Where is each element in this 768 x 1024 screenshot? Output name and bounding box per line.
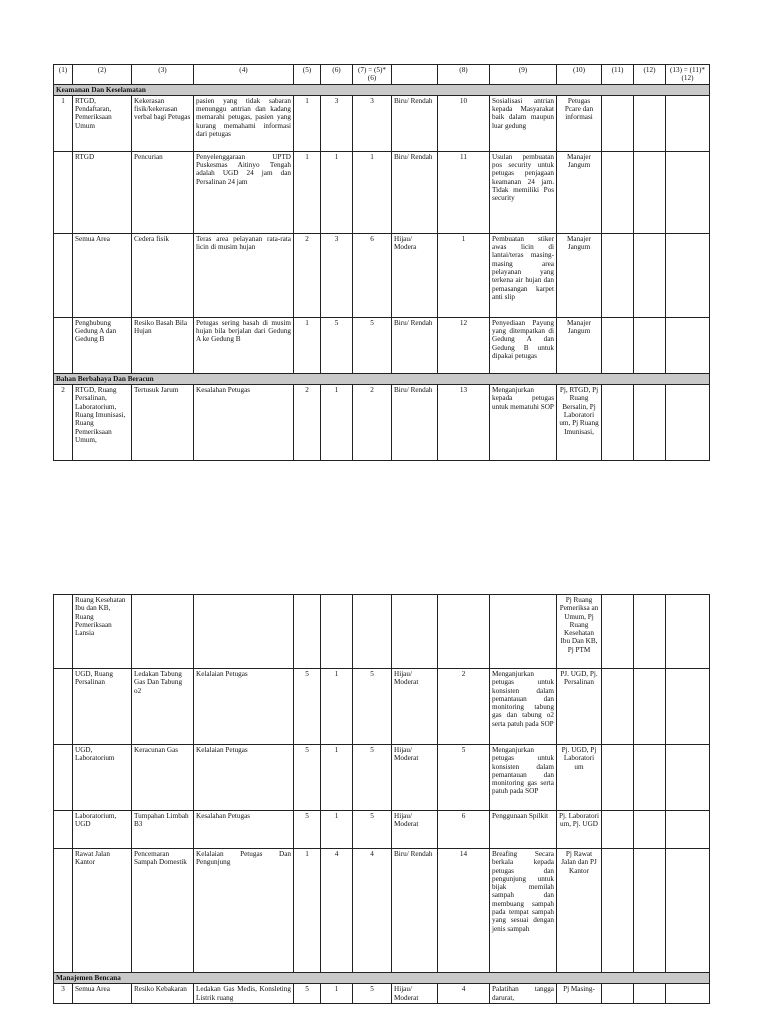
cause-cell: Kelalaian Petugas Dan Pengunjung (194, 849, 294, 973)
column-header: (9) (490, 65, 557, 85)
risk-level-cell: Biru/ Rendah (392, 849, 438, 973)
rank-cell: 4 (438, 984, 490, 1004)
risk-level-cell (392, 595, 438, 669)
empty-cell-13 (666, 385, 710, 461)
cause-cell: Petugas sering basah di musim hujan bila berjalan dari Gedung A ke Gedung B (194, 317, 294, 373)
responsible-cell: Pj. Laboratori um, Pj. UGD (557, 811, 602, 849)
location-cell: RTGD, Ruang Persalinan, Laboratorium, Ruang Imunisasi, Ruang Pemeriksaan Umum, (73, 385, 132, 461)
rank-cell (438, 595, 490, 669)
hazard-cell: Resiko Kebakaran (132, 984, 194, 1004)
section-header-row (54, 84, 710, 95)
control-cell (490, 595, 557, 669)
risk-level-cell: Hijau/ Moderat (392, 811, 438, 849)
score-7-cell: 5 (353, 317, 392, 373)
score-5-cell: 2 (294, 233, 321, 317)
row-number (54, 317, 73, 373)
score-7-cell: 1 (353, 151, 392, 233)
risk-table-page-1 (53, 64, 709, 461)
column-header: (1) (54, 65, 73, 85)
hazard-cell: Cedera fisik (132, 233, 194, 317)
responsible-cell: Pj Rawat Jalan dan PJ Kantor (557, 849, 602, 973)
empty-cell-12 (634, 984, 666, 1004)
hazard-cell: Tumpahan Limbah B3 (132, 811, 194, 849)
empty-cell-12 (634, 151, 666, 233)
score-6-cell: 4 (321, 849, 353, 973)
location-cell: UGD, Laboratorium (73, 745, 132, 811)
column-header: (8) (438, 65, 490, 85)
rank-cell: 12 (438, 317, 490, 373)
score-6-cell: 1 (321, 811, 353, 849)
cause-cell: Ledakan Gas Medis, Konsleting Listrik ruang (194, 984, 294, 1004)
table-row (54, 849, 710, 973)
risk-level-cell: Biru/ Rendah (392, 95, 438, 151)
empty-cell-11 (602, 385, 634, 461)
rank-cell: 2 (438, 669, 490, 745)
empty-cell-11 (602, 745, 634, 811)
location-cell: Semua Area (73, 233, 132, 317)
row-number (54, 745, 73, 811)
empty-cell-11 (602, 669, 634, 745)
responsible-cell: Petugas Pcare dan informasi (557, 95, 602, 151)
control-cell: Breafing Secara berkala kepada petugas dan pengunjung untuk bijak memilah sampah dan membuang sampah pada tempat sampah yang sesuai dengan jenis sampah (490, 849, 557, 973)
row-number (54, 233, 73, 317)
control-cell: Menganjurkan petugas untuk konsisten dalam pemantauan dan monitoring tabung gas dan tabung o2 serta patuh pada SOP (490, 669, 557, 745)
score-6-cell: 1 (321, 669, 353, 745)
hazard-cell: Resiko Basah Bila Hujan (132, 317, 194, 373)
row-number (54, 811, 73, 849)
section-title: Manajemen Bencana (54, 973, 710, 984)
column-header: (11) (602, 65, 634, 85)
score-5-cell: 1 (294, 849, 321, 973)
row-number: 3 (54, 984, 73, 1004)
empty-cell-13 (666, 151, 710, 233)
section-title: Keamanan Dan Keselamatan (54, 84, 710, 95)
empty-cell-13 (666, 669, 710, 745)
responsible-cell: Manajer Jangum (557, 233, 602, 317)
risk-level-cell: Hijau/ Moderat (392, 984, 438, 1004)
row-number (54, 669, 73, 745)
score-5-cell: 1 (294, 317, 321, 373)
control-cell: Pembuatan stiker awas licin di lantai/teras masing-masing area pelayanan yang terkena air hujan dan pemasangan karpet anti slip (490, 233, 557, 317)
score-6-cell: 1 (321, 984, 353, 1004)
empty-cell-13 (666, 595, 710, 669)
table-row (54, 745, 710, 811)
score-5-cell: 5 (294, 984, 321, 1004)
column-header: (4) (194, 65, 294, 85)
score-6-cell: 1 (321, 745, 353, 811)
score-7-cell: 5 (353, 669, 392, 745)
score-5-cell: 5 (294, 811, 321, 849)
cause-cell (194, 595, 294, 669)
score-7-cell (353, 595, 392, 669)
location-cell: UGD, Ruang Persalinan (73, 669, 132, 745)
location-cell: RTGD (73, 151, 132, 233)
table-row (54, 984, 710, 1004)
score-7-cell: 4 (353, 849, 392, 973)
rank-cell: 1 (438, 233, 490, 317)
hazard-cell: Tertusuk Jarum (132, 385, 194, 461)
row-number (54, 595, 73, 669)
table-row (54, 595, 710, 669)
hazard-cell: Pencurian (132, 151, 194, 233)
empty-cell-13 (666, 984, 710, 1004)
cause-cell: pasien yang tidak sabaran menunggu antrian dan kadang memarahi petugas, pasien yang kurang memahami informasi dari petugas (194, 95, 294, 151)
score-7-cell: 5 (353, 745, 392, 811)
empty-cell-13 (666, 95, 710, 151)
row-number: 2 (54, 385, 73, 461)
score-5-cell: 1 (294, 151, 321, 233)
cause-cell: Teras area pelayanan rata-rata licin di musim hujan (194, 233, 294, 317)
column-header: (12) (634, 65, 666, 85)
column-header: (6) (321, 65, 353, 85)
score-7-cell: 5 (353, 984, 392, 1004)
location-cell: RTGD, Pendaftaran, Pemeriksaan Umum (73, 95, 132, 151)
control-cell: Menganjurkan kepada petugas untuk mematuhi SOP (490, 385, 557, 461)
responsible-cell: Pj Masing- (557, 984, 602, 1004)
empty-cell-11 (602, 984, 634, 1004)
empty-cell-13 (666, 317, 710, 373)
cause-cell: Penyelenggaraan UPTD Puskesmas Aitinyo Tengah adalah UGD 24 jam dan Persalinan 24 jam (194, 151, 294, 233)
section-header-row (54, 373, 710, 384)
column-header: (13) = (11)* (12) (666, 65, 710, 85)
risk-table-2 (53, 594, 710, 1004)
score-5-cell: 1 (294, 95, 321, 151)
column-header: (10) (557, 65, 602, 85)
rank-cell: 13 (438, 385, 490, 461)
table-row (54, 317, 710, 373)
hazard-cell: Ledakan Tabung Gas Dan Tabung o2 (132, 669, 194, 745)
empty-cell-11 (602, 233, 634, 317)
score-6-cell: 1 (321, 385, 353, 461)
control-cell: Sosialisasi antrian kepada Masyarakat baik dalam maupun luar gedung (490, 95, 557, 151)
risk-level-cell: Biru/ Rendah (392, 317, 438, 373)
empty-cell-12 (634, 811, 666, 849)
location-cell: Semua Area (73, 984, 132, 1004)
empty-cell-12 (634, 745, 666, 811)
empty-cell-12 (634, 849, 666, 973)
responsible-cell: Manajer Jangum (557, 151, 602, 233)
cause-cell: Kesalahan Petugas (194, 811, 294, 849)
row-number (54, 151, 73, 233)
responsible-cell: Manajer Jangum (557, 317, 602, 373)
empty-cell-13 (666, 745, 710, 811)
control-cell: Penyediaan Payung yang ditempatkan di Gedung A dan Gedung B untuk dipakai petugas (490, 317, 557, 373)
score-7-cell: 3 (353, 95, 392, 151)
row-number: 1 (54, 95, 73, 151)
empty-cell-12 (634, 385, 666, 461)
row-number (54, 849, 73, 973)
header-row (54, 65, 710, 85)
hazard-cell: Kekerasan fisik/kekerasan verbal bagi Petugas (132, 95, 194, 151)
section-header-row (54, 973, 710, 984)
score-6-cell: 3 (321, 95, 353, 151)
responsible-cell: PJ. UGD, Pj. Persalinan (557, 669, 602, 745)
responsible-cell: Pj, RTGD, Pj Ruang Bersalin, Pj Laboratori um, Pj Ruang Imunisasi, (557, 385, 602, 461)
rank-cell: 5 (438, 745, 490, 811)
risk-level-cell: Hijau/ Moderat (392, 745, 438, 811)
score-7-cell: 5 (353, 811, 392, 849)
empty-cell-12 (634, 233, 666, 317)
risk-table-1 (53, 64, 710, 461)
table-row (54, 151, 710, 233)
column-header: (5) (294, 65, 321, 85)
table-row (54, 669, 710, 745)
rank-cell: 11 (438, 151, 490, 233)
cause-cell: Kesalahan Petugas (194, 385, 294, 461)
risk-level-cell: Hijau/ Modera (392, 233, 438, 317)
risk-level-cell: Biru/ Rendah (392, 385, 438, 461)
empty-cell-11 (602, 317, 634, 373)
control-cell: Usulan pembuatan pos security untuk petugas penjagaan keamanan 24 jam. Tidak memiliki Pos security (490, 151, 557, 233)
empty-cell-11 (602, 595, 634, 669)
hazard-cell: Keracunan Gas (132, 745, 194, 811)
responsible-cell: Pj. UGD, Pj Laboratori um (557, 745, 602, 811)
empty-cell-11 (602, 849, 634, 973)
risk-level-cell: Biru/ Rendah (392, 151, 438, 233)
column-header: (2) (73, 65, 132, 85)
column-header: (3) (132, 65, 194, 85)
rank-cell: 6 (438, 811, 490, 849)
empty-cell-13 (666, 811, 710, 849)
column-header (392, 65, 438, 85)
empty-cell-12 (634, 595, 666, 669)
hazard-cell (132, 595, 194, 669)
empty-cell-12 (634, 669, 666, 745)
rank-cell: 10 (438, 95, 490, 151)
location-cell: Laboratorium, UGD (73, 811, 132, 849)
score-6-cell: 3 (321, 233, 353, 317)
score-6-cell: 5 (321, 317, 353, 373)
empty-cell-11 (602, 811, 634, 849)
score-5-cell (294, 595, 321, 669)
score-7-cell: 2 (353, 385, 392, 461)
risk-level-cell: Hijau/ Moderat (392, 669, 438, 745)
score-6-cell (321, 595, 353, 669)
hazard-cell: Pencemaran Sampah Domestik (132, 849, 194, 973)
location-cell: Ruang Kesehatan Ibu dan KB, Ruang Pemeriksaan Lansia (73, 595, 132, 669)
section-title: Bahan Berbahaya Dan Beracun (54, 373, 710, 384)
control-cell: Penggunaan Spilkit (490, 811, 557, 849)
empty-cell-11 (602, 151, 634, 233)
empty-cell-13 (666, 849, 710, 973)
responsible-cell: Pj Ruang Pemeriksa an Umum, Pj Ruang Kesehatan Ibu Dan KB, Pj PTM (557, 595, 602, 669)
empty-cell-12 (634, 95, 666, 151)
score-5-cell: 5 (294, 669, 321, 745)
score-5-cell: 5 (294, 745, 321, 811)
table-row (54, 385, 710, 461)
table-row (54, 95, 710, 151)
cause-cell: Kelalaian Petugas (194, 669, 294, 745)
empty-cell-11 (602, 95, 634, 151)
location-cell: Penghubung Gedung A dan Gedung B (73, 317, 132, 373)
score-7-cell: 6 (353, 233, 392, 317)
location-cell: Rawat Jalan Kantor (73, 849, 132, 973)
score-6-cell: 1 (321, 151, 353, 233)
control-cell: Palatihan tangga darurat, (490, 984, 557, 1004)
empty-cell-13 (666, 233, 710, 317)
table-row (54, 811, 710, 849)
score-5-cell: 2 (294, 385, 321, 461)
table-row (54, 233, 710, 317)
empty-cell-12 (634, 317, 666, 373)
risk-table-page-2 (53, 594, 709, 1004)
control-cell: Menganjurkan petugas untuk konsisten dalam pemantauan dan monitoring gas serta patuh pada SOP (490, 745, 557, 811)
cause-cell: Kelalaian Petugas (194, 745, 294, 811)
rank-cell: 14 (438, 849, 490, 973)
column-header: (7) = (5)* (6) (353, 65, 392, 85)
